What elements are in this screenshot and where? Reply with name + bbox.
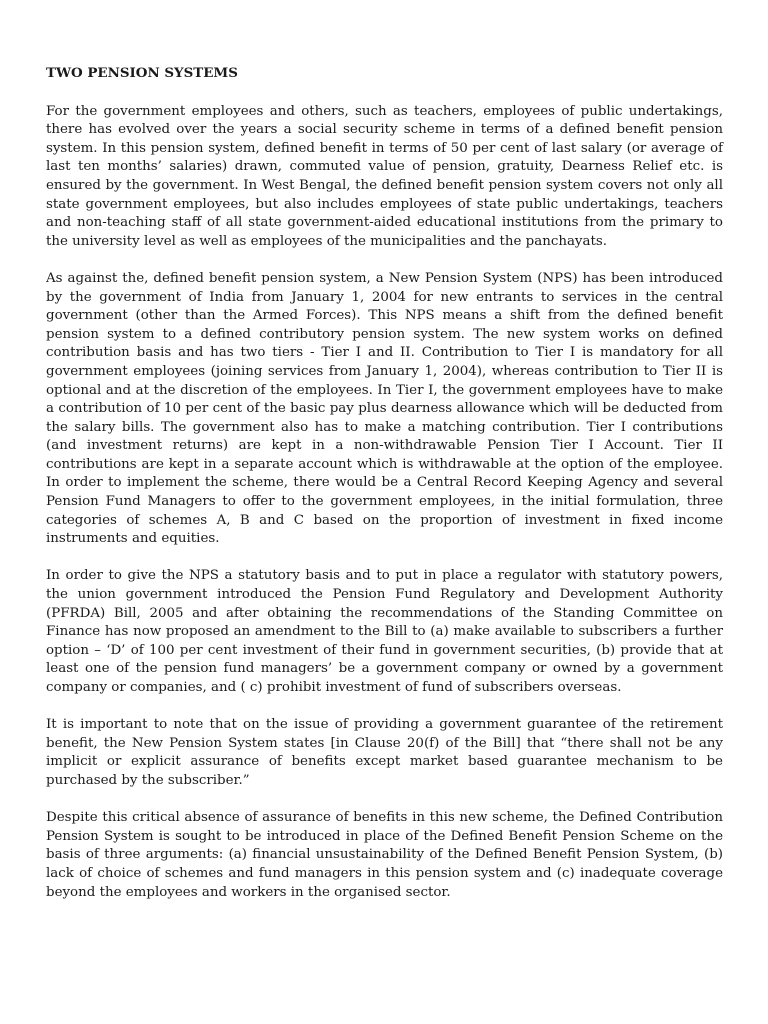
paragraph-guarantee-clause: It is important to note that on the issue of providing a government guarantee of the retirement benefit, the New Pension System states [in Clause 20(f) of the Bill] that “there shall not be any implicit or explicit assurance of benefits except market based guarantee mechanism to be purchased by the subscriber.” — [46, 717, 723, 788]
paragraph-defined-benefit: For the government employees and others, such as teachers, employees of public undertakings, there has evolved over the years a social security scheme in terms of a defined benefit pension system. In this pension system, defined benefit in terms of 50 per cent of last salary (or average of last ten months’ salaries) drawn, commuted value of pension, gratuity, Dearness Relief etc. is ensured by the government. In West Bengal, the defined benefit pension system covers not only all state government employees, but also includes employees of state public undertakings, teachers and non-teaching staff of all state government-aided educational institutions from the primary to the university level as well as employees of the municipalities and the panchayats. — [46, 103, 723, 249]
paragraph-pfrda-bill: In order to give the NPS a statutory basis and to put in place a regulator with statutory powers, the union government introduced the Pension Fund Regulatory and Development Authority (PFRDA) Bill, 2005 and after obtaining the recommendations of the Standing Committee on Finance has now proposed an amendment to the Bill to (a) make available to subscribers a further option – ‘D’ of 100 per cent investment of their fund in government securities, (b) provide that at least one of the pension fund managers’ be a government company or owned by a government company or companies, and ( c) prohibit investment of fund of subscribers overseas. — [46, 568, 723, 695]
paragraph-three-arguments: Despite this critical absence of assurance of benefits in this new scheme, the Defined Contribution Pension System is sought to be introduced in place of the Defined Benefit Pension Scheme on the basis of three arguments: (a) financial unsustainability of the Defined Benefit Pension System, (b) lack of choice of schemes and fund managers in this pension system and (c) inadequate coverage beyond the employees and workers in the organised sector. — [46, 810, 723, 900]
document-title: TWO PENSION SYSTEMS — [46, 65, 238, 81]
paragraph-new-pension-system: As against the, defined benefit pension system, a New Pension System (NPS) has been introduced by the government of India from January 1, 2004 for new entrants to services in the central government (other than the Armed Forces). This NPS means a shift from the defined benefit pension system to a defined contributory pension system. The new system works on defined contribution basis and has two tiers - Tier I and II. Contribution to Tier I is mandatory for all government employees (joining services from January 1, 2004), whereas contribution to Tier II is optional and at the discretion of the employees. In Tier I, the government employees have to make a contribution of 10 per cent of the basic pay plus dearness allowance which will be deducted from the salary bills. The government also has to make a matching contribution. Tier I contributions (and investment returns) are kept in a non-withdrawable Pension Tier I Account. Tier II contributions are kept in a separate account which is withdrawable at the option of the employee. In order to implement the scheme, there would be a Central Record Keeping Agency and several Pension Fund Managers to offer to the government employees, in the initial formulation, three categories of schemes A, B and C based on the proportion of investment in fixed income instruments and equities. — [46, 270, 723, 547]
document-page — [46, 64, 723, 921]
